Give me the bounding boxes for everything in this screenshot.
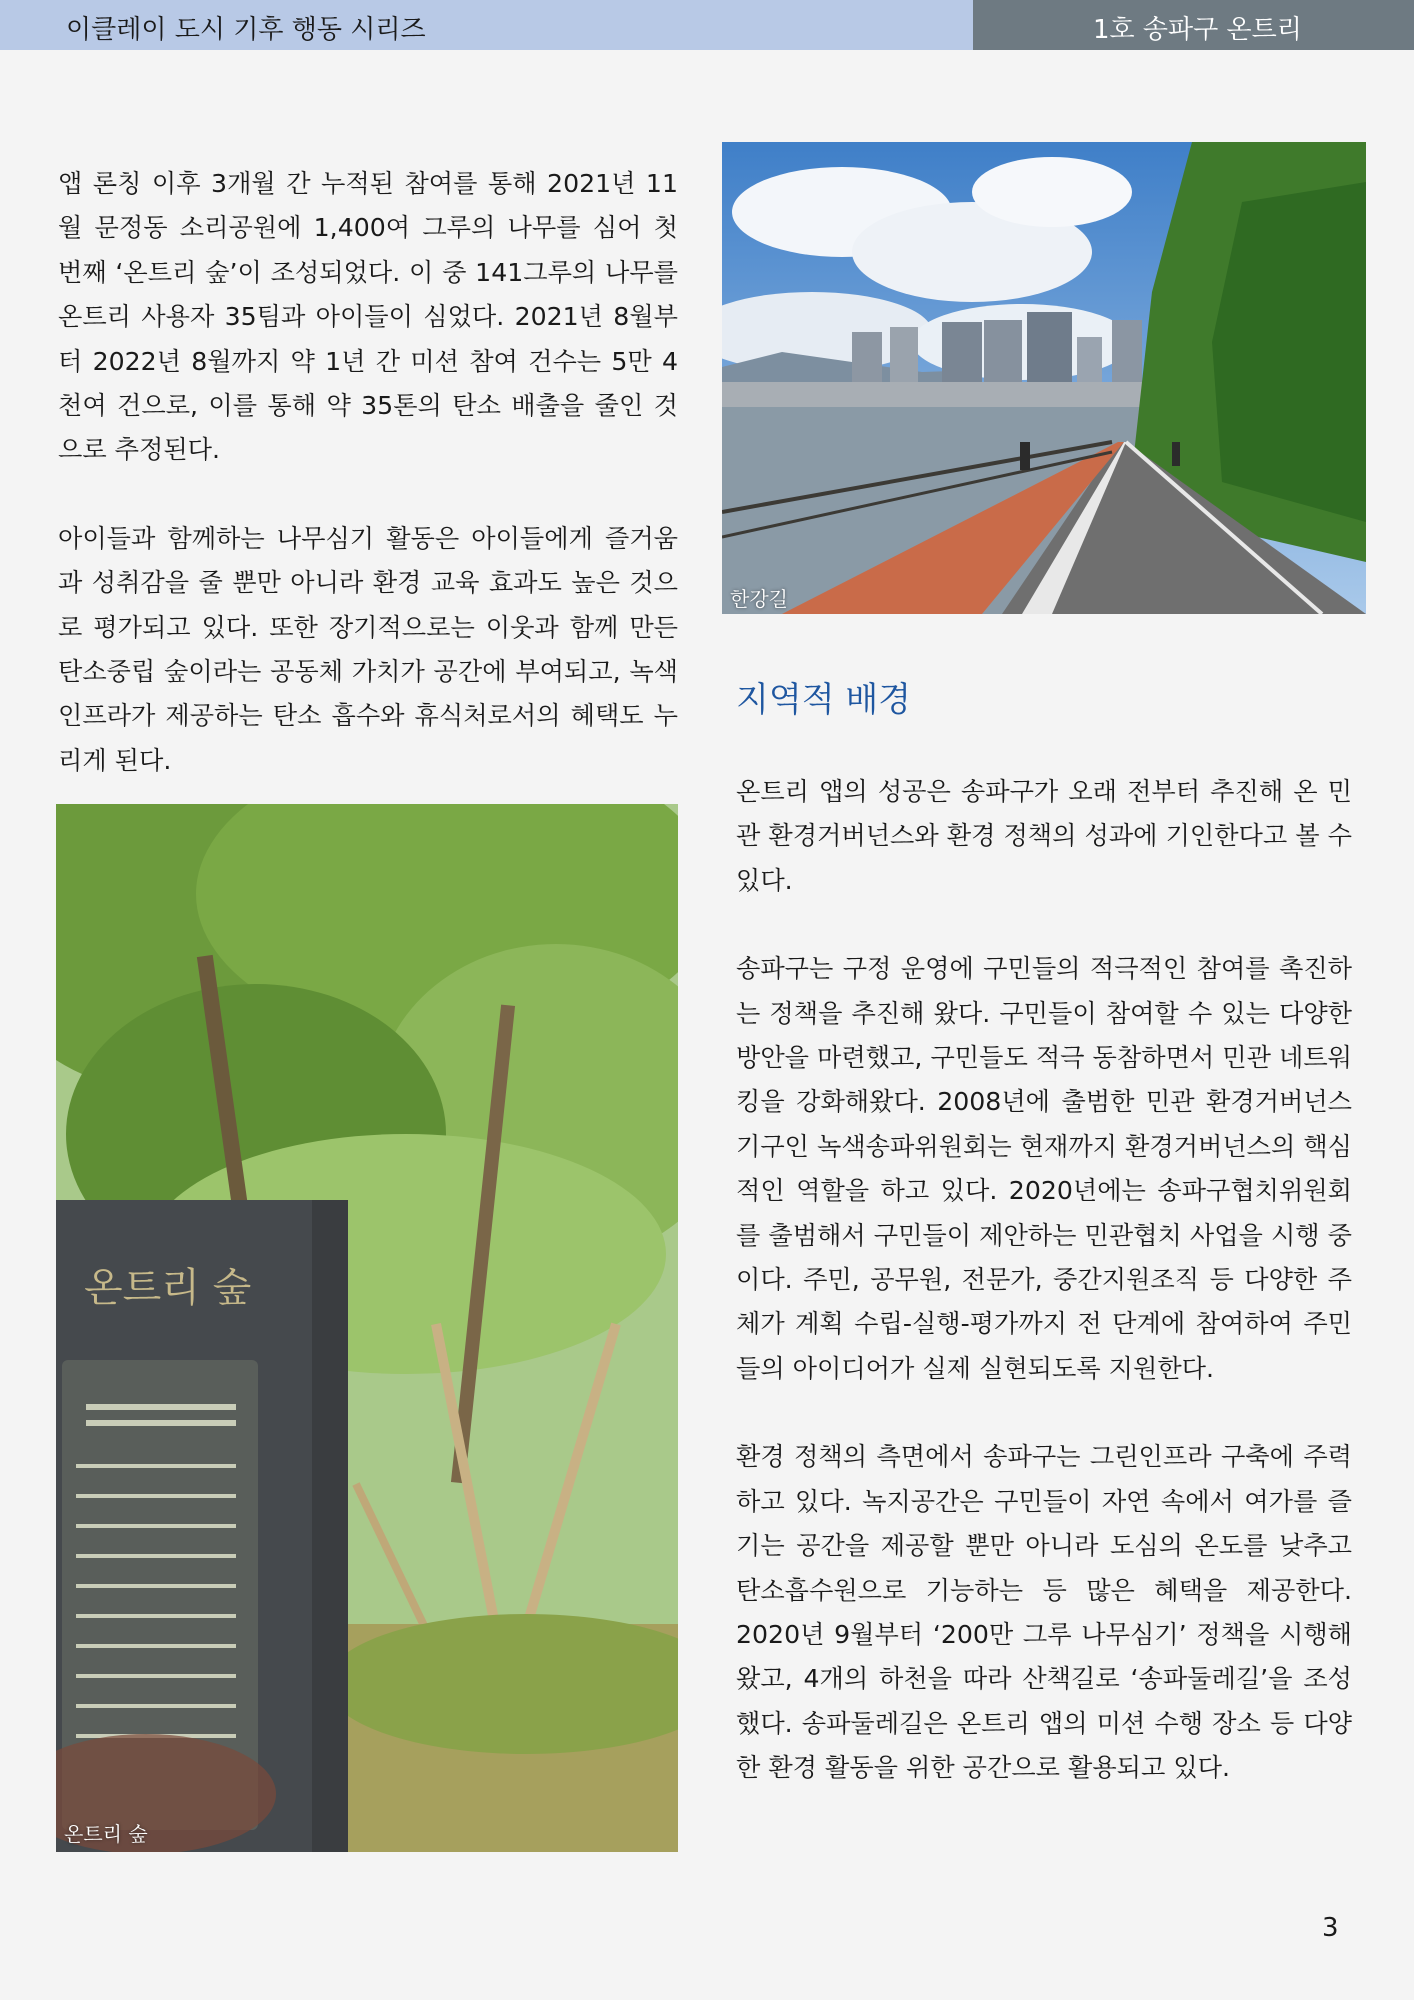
issue-title: 1호 송파구 온트리 <box>1093 15 1302 45</box>
river-path-caption: 한강길 <box>730 587 788 611</box>
left-column-text <box>58 162 678 827</box>
river-path-photo <box>722 142 1366 614</box>
paragraph: 온트리 앱의 성공은 송파구가 오래 전부터 추진해 온 민관 환경거버넌스와 환경 정책의 성과에 기인한다고 볼 수 있다. <box>736 777 1352 895</box>
series-title: 이클레이 도시 기후 행동 시리즈 <box>66 15 426 45</box>
paragraph: 앱 론칭 이후 3개월 간 누적된 참여를 통해 2021년 11월 문정동 소리공원에 1,400여 그루의 나무를 심어 첫 번째 ‘온트리 숲’이 조성되었다. 이 중 141그루의 나무를 온트리 사용자 35팀과 아이들이 심었다. 2021년 8월부터 2022년 8월까지 약 1년 간 미션 참여 건수는 5만 4천여 건으로, 이를 통해 약 35톤의 탄소 배출을 줄인 것으로 추정된다. <box>58 169 678 465</box>
paragraph: 환경 정책의 측면에서 송파구는 그린인프라 구축에 주력하고 있다. 녹지공간은 구민들이 자연 속에서 여가를 즐기는 공간을 제공할 뿐만 아니라 도심의 온도를 낮추고 탄소흡수원으로 기능하는 등 많은 혜택을 제공한다. 2020년 9월부터 ‘200만 그루 나무심기’ 정책을 시행해 왔고, 4개의 하천을 따라 산책길로 ‘송파둘레길’을 조성했다. 송파둘레길은 온트리 앱의 미션 수행 장소 등 다양한 환경 활동을 위한 공간으로 활용되고 있다. <box>736 1442 1352 1783</box>
header-issue-bar <box>973 0 1414 50</box>
paragraph: 송파구는 구정 운영에 구민들의 적극적인 참여를 촉진하는 정책을 추진해 왔다. 구민들이 참여할 수 있는 다양한 방안을 마련했고, 구민들도 적극 동참하면서 민관 네트워킹을 강화해왔다. 2008년에 출범한 민관 환경거버넌스 기구인 녹색송파위원회는 현재까지 환경거버넌스의 핵심적인 역할을 하고 있다. 2020년에는 송파구협치위원회를 출범해서 구민들이 제안하는 민관협치 사업을 시행 중이다. 주민, 공무원, 전문가, 중간지원조직 등 다양한 주체가 계획 수립-실행-평가까지 전 단계에 참여하여 주민들의 아이디어가 실제 실현되도록 지원한다. <box>736 954 1352 1383</box>
sign-lettering: 온트리 숲 <box>84 1265 252 1311</box>
forest-caption: 온트리 숲 <box>64 1822 148 1846</box>
paragraph: 아이들과 함께하는 나무심기 활동은 아이들에게 즐거움과 성취감을 줄 뿐만 아니라 환경 교육 효과도 높은 것으로 평가되고 있다. 또한 장기적으로는 이웃과 함께 만든 탄소중립 숲이라는 공동체 가치가 공간에 부여되고, 녹색 인프라가 제공하는 탄소 흡수와 휴식처로서의 혜택도 누리게 된다. <box>58 523 678 775</box>
right-column-text <box>736 770 1352 1835</box>
section-heading: 지역적 배경 <box>736 680 912 720</box>
page-number: 3 <box>1322 1913 1339 1943</box>
header-series-bar <box>0 0 973 50</box>
forest-photo <box>56 804 678 1852</box>
